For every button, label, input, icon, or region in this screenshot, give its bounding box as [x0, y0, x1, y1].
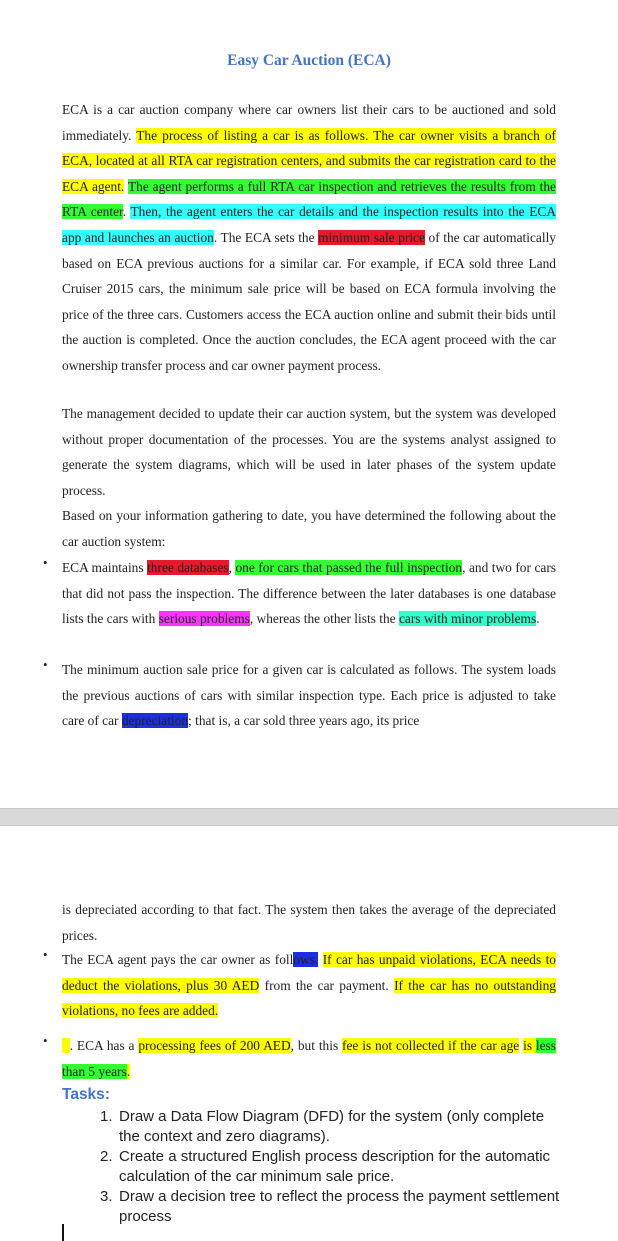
- highlight-minor-problems: cars with minor problems: [398, 611, 537, 627]
- highlight-inspection: The agent performs a full RTA car inspection and retrieves the results from the RTA center: [62, 178, 556, 220]
- highlight-passed-inspection: one for cars that passed the full inspection: [235, 560, 463, 575]
- highlight-is: is: [523, 1038, 536, 1053]
- bullet-symbol: •: [43, 1033, 48, 1048]
- bullet-text: ECA maintains: [62, 560, 148, 575]
- bullet-symbol: •: [43, 657, 48, 672]
- bullet-processing-fee: [62, 1033, 556, 1084]
- task-text: Draw a decision tree to reflect the process the payment settlement process: [119, 1188, 560, 1225]
- bullet-text: The minimum auction sale price for a given car is calculated as follows. The system loads the previous auctions of cars with similar inspection type. Each price is adjusted to take care of car: [62, 662, 556, 729]
- highlight-leading-space: [62, 1038, 70, 1053]
- bullet-text: from the car payment.: [259, 977, 395, 993]
- management-paragraph: The management decided to update their car auction system, but the system was developed without proper documentation of the processes. You are the systems analyst assigned to generate the system diagrams, which will be used in later phases of the system update process.: [62, 406, 556, 498]
- bullet-minimum-price: [62, 657, 556, 734]
- task-text: Draw a Data Flow Diagram (DFD) for the system (only complete the context and zero diagrams).: [119, 1108, 545, 1145]
- text-cursor[interactable]: [62, 1224, 64, 1241]
- task-item: [100, 1147, 560, 1186]
- highlight-auction-launch: Then, the agent enters the car details and the inspection results into the ECA app and launches an auction: [62, 204, 556, 245]
- findings-paragraph: Based on your information gathering to date, you have determined the following about the car auction system:: [62, 508, 556, 549]
- highlight-depreciation: depreciation: [121, 713, 189, 729]
- bullet-text: The ECA agent pays the car owner as foll: [62, 952, 294, 967]
- bullet-text: , whereas the other lists the: [249, 611, 399, 627]
- highlight-minimum-sale-price: minimum sale price: [318, 229, 425, 245]
- highlight-listing-process: The process of listing a car is as follows. The car owner visits a branch of ECA, located at all RTA car registration centers, and submits the car registration card to the ECA agent.: [62, 127, 556, 194]
- page-break: [0, 808, 618, 826]
- task-number: 3.: [100, 1188, 113, 1205]
- task-number: 2.: [100, 1148, 113, 1165]
- bullet-symbol: •: [43, 555, 48, 570]
- bullet-text: , but this: [290, 1038, 343, 1053]
- bullet-text: .: [536, 611, 540, 627]
- highlight-period: .: [126, 1063, 131, 1079]
- intro-paragraph: ECA is a car auction company where car owners list their cars to be auctioned and sold immediately. The process of listing a car is as follows. The car owner visits a branch of ECA, located at all RTA car registration centers, and submits the car registration card to the ECA agent. The agent performs a full RTA car inspection and retrieves the results from the RTA center. Then, the agent enters the car details and the inspection results into the ECA app and launches an auction. The ECA sets the minimum sale price of the car automatically based on ECA previous auctions for a similar car. For example, if ECA sold three Land Cruiser 2015 cars, the minimum sale price will be based on ECA formula involving the price of the three cars. Customers access the ECA auction online and submit their bids until the auction is completed. Once the auction concludes, the ECA agent proceed with the car ownership transfer process and car owner payment process.: [62, 102, 556, 373]
- task-number: 1.: [100, 1108, 113, 1125]
- tasks-list: [100, 1107, 560, 1227]
- highlight-unpaid-violations: If car has unpaid violations, ECA needs to deduct the violations, plus 30 AED: [62, 952, 557, 993]
- task-item: [100, 1187, 560, 1226]
- bullet-symbol: •: [43, 947, 48, 962]
- highlight-fee-not-collected: fee is not collected if the car age: [342, 1038, 520, 1053]
- bullet-text: ,: [228, 560, 236, 575]
- highlight-less-than-5-years: less than 5 years: [62, 1038, 556, 1079]
- tasks-heading: Tasks:: [62, 1086, 110, 1103]
- task-item: [100, 1107, 560, 1146]
- task-text: Create a structured English process description for the automatic calculation of the car minimum sale price.: [119, 1148, 551, 1185]
- bullet-databases: [62, 555, 556, 632]
- highlight-no-violations: If the car has no outstanding violations, no fees are added.: [62, 977, 557, 1019]
- highlight-serious-problems: serious problems: [158, 611, 250, 627]
- bullet-text: , and two for cars that did not pass the inspection. The difference between the later databases is one database lists the cars with: [62, 560, 557, 627]
- intro-sentence-1: ECA is a car auction company where car owners list their cars to be auctioned and sold immediately.: [62, 102, 556, 143]
- highlight-processing-fees: processing fees of 200 AED: [138, 1038, 291, 1053]
- document-title: Easy Car Auction (ECA): [227, 52, 391, 69]
- depreciation-continuation: is depreciated according to that fact. The system then takes the average of the depreciated prices.: [62, 902, 556, 943]
- bullet-text: . ECA has a: [69, 1038, 139, 1053]
- intro-sentence-5a: . The ECA sets the: [213, 229, 319, 245]
- bullet-text: ; that is, a car sold three years ago, its price: [188, 713, 420, 729]
- highlight-follows: ows.: [293, 952, 319, 967]
- intro-sentence-5b: of the car automatically based on ECA previous auctions for a similar car. For example, if ECA sold three Land Cruiser 2015 cars, the minimum sale price will be based on ECA formula involving the price of the three cars. Customers access the ECA auction online and submit their bids until the auction is completed. Once the auction concludes, the ECA agent proceed with the car ownership transfer process and car owner payment process.: [62, 229, 556, 373]
- bullet-payment: [62, 947, 556, 1024]
- highlight-three-databases: three databases: [147, 560, 229, 575]
